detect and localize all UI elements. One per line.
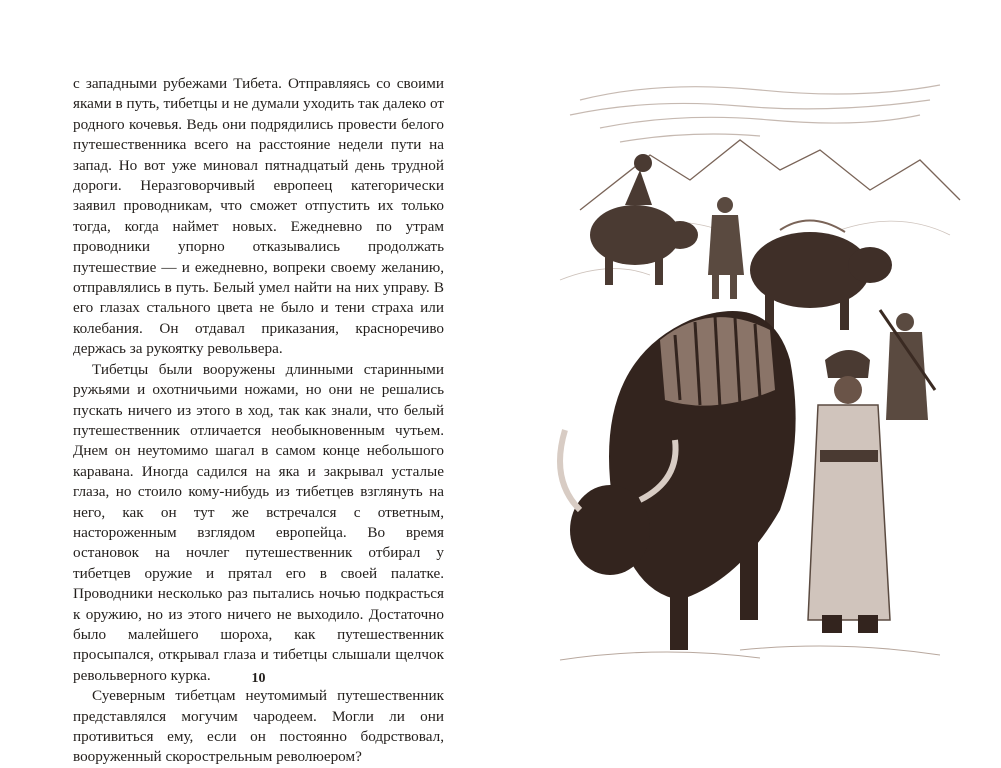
body-text [73,74,444,768]
paragraph-1: с западными рубежами Тибета. Отправляясь со своими яками в путь, тибетцы и не думали уходить так далеко от родного кочевья. Ведь они подрядились провести белого путешественника всего на расстояние недели пути на запад. Но вот уже миновал пятнадцатый день трудной дороги. Неразговорчивый европеец категорически заявил проводникам, что сможет отпустить их только тогда, когда наймет новых. Ежедневно по утрам проводники упорно отказывались продолжать путешествие — и ежедневно, вопреки своему желанию, отправлялись в путь. Белый умел найти на них управу. В его глазах стального цвета не было и тени страха или колебания. Он отдавал приказания, красноречиво держась за рукоятку револьвера. [73,75,444,358]
paragraph-3: Суеверным тибетцам неутомимый путешественник представлялся могучим чародеем. Могли ли они противиться ему, если он постоянно бодрствовал, вооруженный скорострельным революером? [73,687,444,766]
yak-caravan-illustration [540,60,980,680]
page-number: 10 [251,671,266,686]
paragraph-2: Тибетцы были вооружены длинными старинными ружьями и охотничьими ножами, но они не решались пускать ничего из этого в ход, так как знали, что белый путешественник отличается необыкновенным чутьем. Днем он неутомимо шагал в самом конце небольшого каравана. Иногда садился на яка и закрывал усталые глаза, но стоило кому-нибудь из тибетцев взглянуть на него, как он тут же встречался с ответным, настороженным взглядом европейца. Во время остановок на ночлег путешественник отбирал у тибетцев оружие и прятал его в своей палатке. Проводники несколько раз пытались ночью подкрасться к оружию, но из этого ничего не выходило. Достаточно было малейшего шороха, как путешественник просыпался, открывал глаза и тибетцы слышали щелчок револьверного курка. [73,360,444,684]
